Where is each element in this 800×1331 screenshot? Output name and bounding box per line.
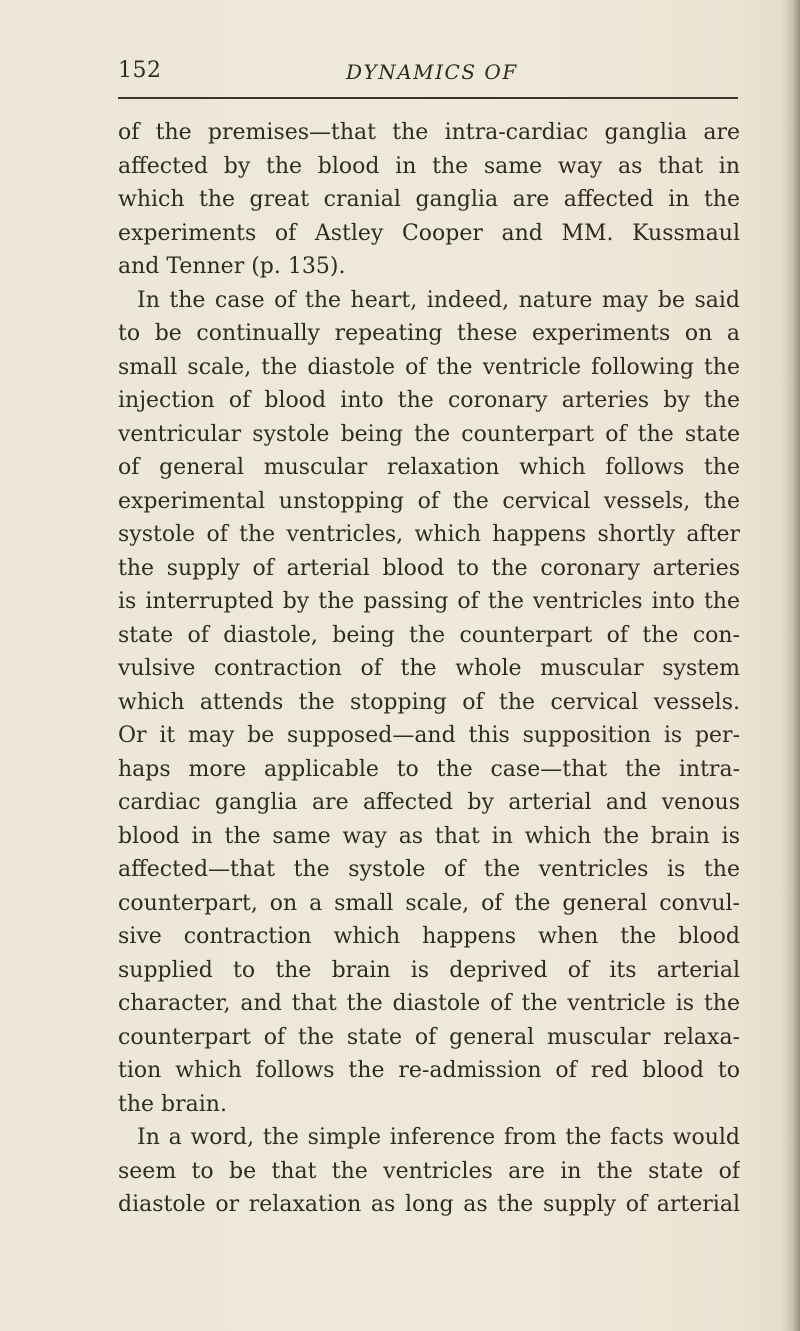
text-line: systole of the ventricles, which happens shortly after — [118, 522, 740, 547]
text-line: affected—that the systole of the ventricles is the — [118, 857, 740, 882]
text-line: affected by the blood in the same way as that in — [118, 153, 740, 179]
text-line: of general muscular relaxation which follows the — [118, 455, 740, 480]
text-line: small scale, the diastole of the ventricle following the — [118, 354, 740, 380]
text-line: to be continually repeating these experiments on a — [118, 321, 740, 346]
header-rule — [118, 97, 738, 99]
text-line: counterpart of the state of general muscular relaxa- — [118, 1024, 740, 1050]
page-header — [118, 56, 738, 86]
text-line: injection of blood into the coronary arteries by the — [118, 388, 740, 413]
text-line: Or it may be supposed—and this supposition is per- — [118, 723, 740, 748]
text-line: sive contraction which happens when the blood — [118, 924, 740, 949]
text-line: In the case of the heart, indeed, nature may be said — [137, 287, 740, 313]
text-line: is interrupted by the passing of the ventricles into the — [118, 589, 740, 614]
text-line: seem to be that the ventricles are in the state of — [118, 1158, 740, 1184]
text-line: experimental unstopping of the cervical vessels, the — [118, 488, 740, 514]
text-line: haps more applicable to the case—that the intra- — [118, 756, 740, 782]
text-line: cardiac ganglia are affected by arterial and venous — [118, 790, 740, 815]
text-line: of the premises—that the intra-cardiac ganglia are — [118, 120, 740, 145]
text-line: supplied to the brain is deprived of its arterial — [118, 957, 740, 983]
text-line: tion which follows the re-admission of red blood to — [118, 1058, 740, 1083]
text-line: ventricular systole being the counterpart of the state — [118, 421, 740, 447]
body-text — [118, 116, 740, 1222]
text-line: character, and that the diastole of the ventricle is the — [118, 991, 740, 1016]
text-line: which the great cranial ganglia are affected in the — [118, 187, 740, 212]
text-line: which attends the stopping of the cervical vessels. — [118, 689, 740, 715]
text-line: counterpart, on a small scale, of the general convul- — [118, 890, 740, 916]
running-head: DYNAMICS OF — [346, 60, 518, 84]
text-line: vulsive contraction of the whole muscular system — [118, 656, 740, 681]
text-line: and Tenner (p. 135). — [118, 254, 346, 279]
page-edge-shadow — [782, 0, 800, 1331]
text-line: experiments of Astley Cooper and MM. Kussmaul — [118, 220, 740, 246]
text-line: blood in the same way as that in which the brain is — [118, 823, 740, 849]
text-line: state of diastole, being the counterpart of the con- — [118, 622, 740, 648]
text-line: the supply of arterial blood to the coronary arteries — [118, 555, 740, 581]
text-line: the brain. — [118, 1091, 227, 1117]
page-number: 152 — [118, 58, 162, 83]
text-line: In a word, the simple inference from the facts would — [137, 1125, 740, 1150]
text-line: diastole or relaxation as long as the supply of arterial — [118, 1192, 740, 1217]
